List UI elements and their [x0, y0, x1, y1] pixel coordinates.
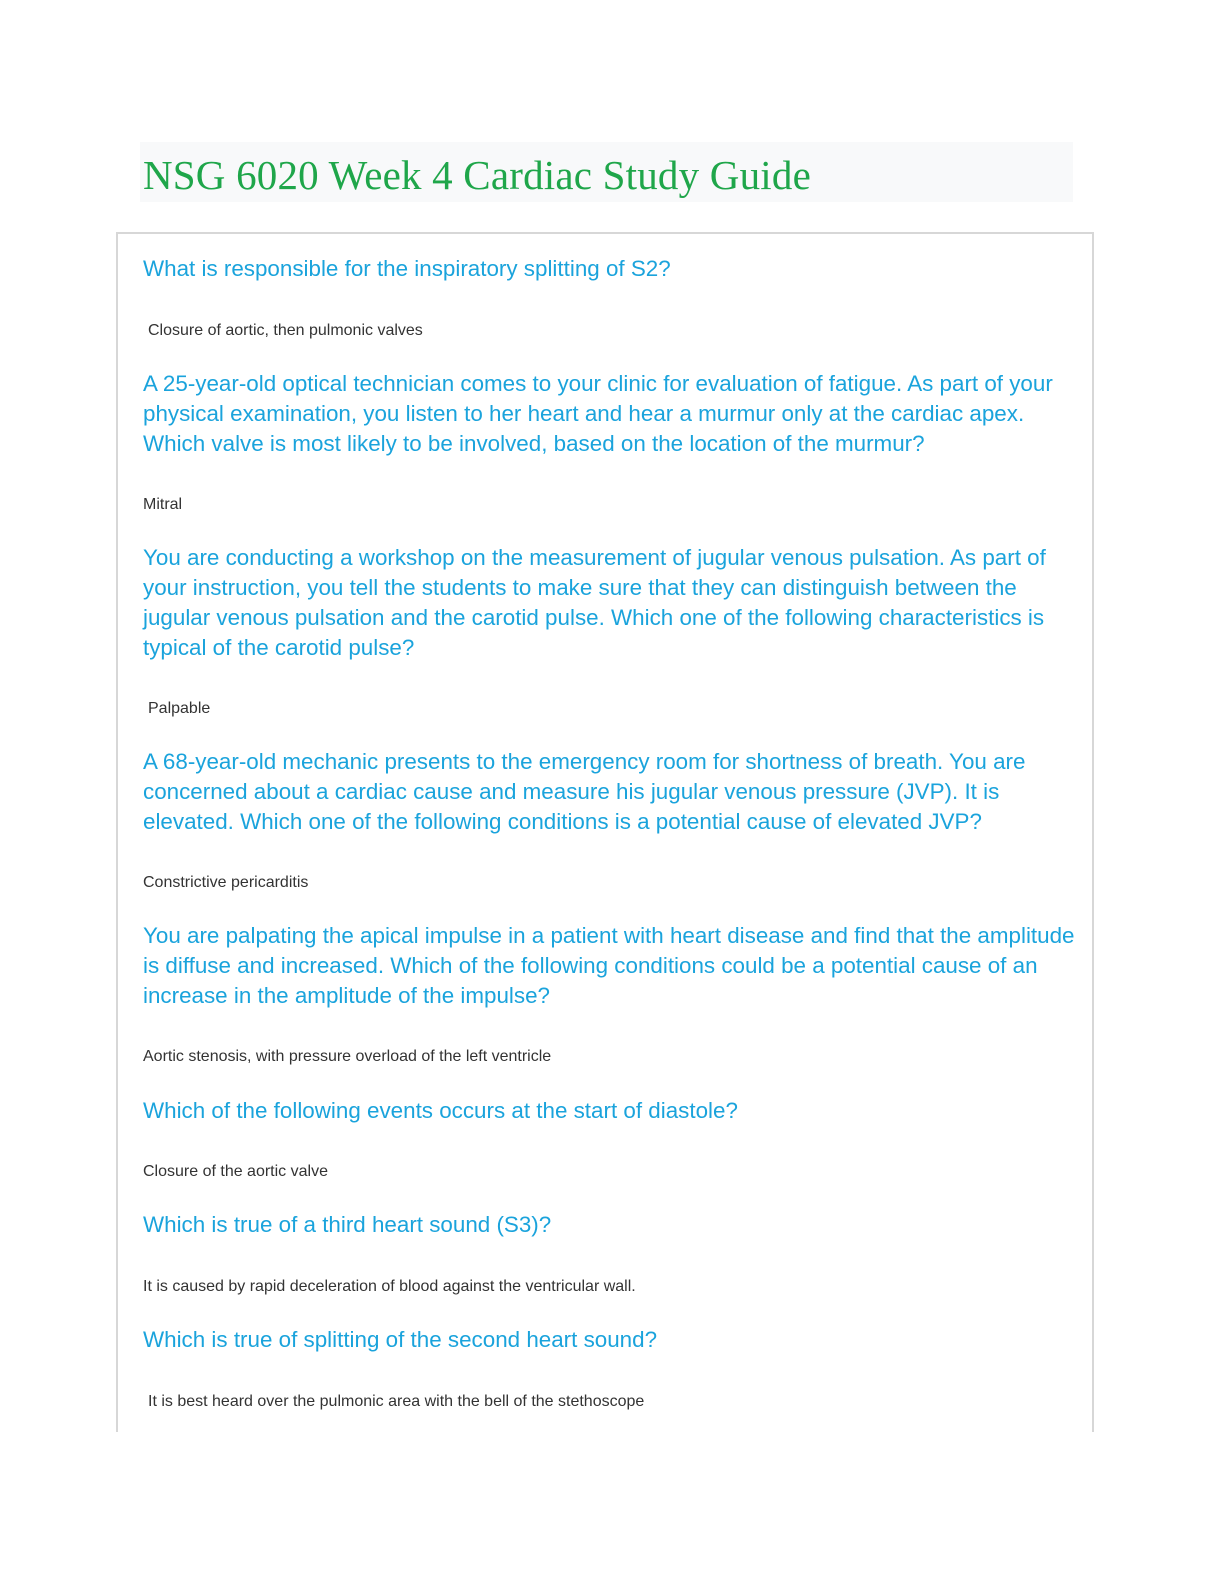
answer-1: Closure of aortic, then pulmonic valves	[148, 322, 423, 339]
answer-6: Closure of the aortic valve	[143, 1163, 328, 1180]
question-3: You are conducting a workshop on the measurement of jugular venous pulsation. As part of your instruction, you tell the students to make sure that they can distinguish between the jugular venous pulsation and the carotid pulse. Which one of the following characteristics is typical of the carotid pulse?	[143, 545, 1046, 660]
answer-2: Mitral	[143, 496, 183, 513]
question-8: Which is true of splitting of the second heart sound?	[143, 1327, 658, 1352]
question-1: What is responsible for the inspiratory splitting of S2?	[143, 256, 671, 281]
answer-8: It is best heard over the pulmonic area with the bell of the stethoscope	[148, 1393, 645, 1410]
question-7: Which is true of a third heart sound (S3)?	[143, 1212, 552, 1237]
question-6: Which of the following events occurs at the start of diastole?	[143, 1098, 738, 1123]
question-5: You are palpating the apical impulse in a patient with heart disease and find that the amplitude is diffuse and increased. Which of the following conditions could be a potential cause of an increase in the amplitude of the impulse?	[143, 923, 1075, 1008]
question-4: A 68-year-old mechanic presents to the emergency room for shortness of breath. You are concerned about a cardiac cause and measure his jugular venous pressure (JVP). It is elevated. Which one of the following conditions is a potential cause of elevated JVP?	[143, 749, 1026, 834]
answer-7: It is caused by rapid deceleration of blood against the ventricular wall.	[143, 1278, 636, 1295]
answer-4: Constrictive pericarditis	[143, 874, 309, 891]
answer-3: Palpable	[148, 700, 211, 717]
answer-5: Aortic stenosis, with pressure overload of the left ventricle	[143, 1048, 552, 1065]
document-title: NSG 6020 Week 4 Cardiac Study Guide	[143, 152, 811, 198]
question-2: A 25-year-old optical technician comes to your clinic for evaluation of fatigue. As part of your physical examination, you listen to her heart and hear a murmur only at the cardiac apex. Which valve is most likely to be involved, based on the location of the murmur?	[143, 371, 1053, 456]
